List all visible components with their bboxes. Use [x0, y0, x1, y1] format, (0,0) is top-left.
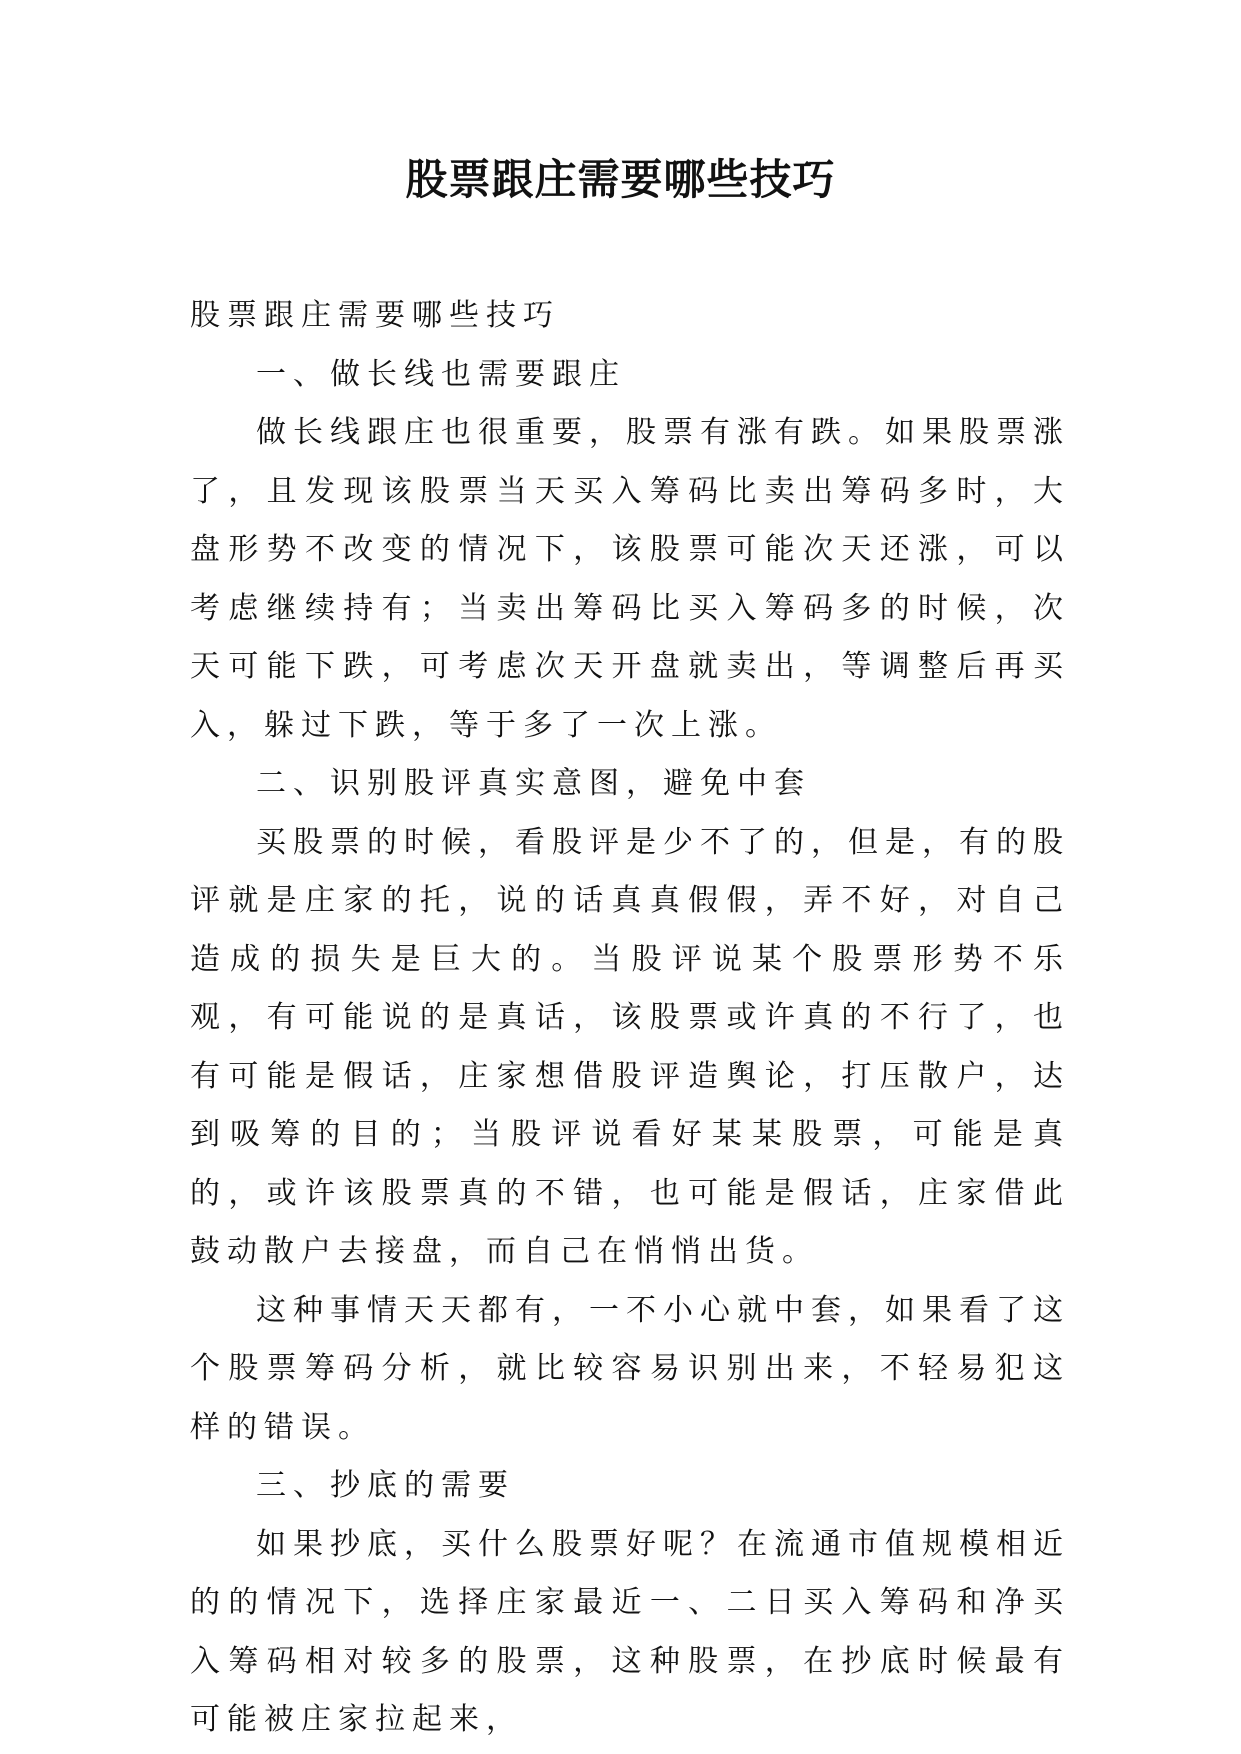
section-2-paragraph-1: 买股票的时候，看股评是少不了的，但是，有的股评就是庄家的托，说的话真真假假，弄不好，对自己造成的损失是巨大的。当股评说某个股票形势不乐观，有可能说的是真话，该股票或许真的不行了，也有可能是假话，庄家想借股评造舆论，打压散户，达到吸筹的目的；当股评说看好某某股票，可能是真的，或许该股票真的不错，也可能是假话，庄家借此鼓动散户去接盘，而自己在悄悄出货。 — [190, 824, 1070, 1269]
document-title: 股票跟庄需要哪些技巧 — [405, 155, 836, 204]
section-1-paragraph: 做长线跟庄也很重要，股票有涨有跌。如果股票涨了，且发现该股票当天买入筹码比卖出筹码多时，大盘形势不改变的情况下，该股票可能次天还涨，可以考虑继续持有；当卖出筹码比买入筹码多的时候，次天可能下跌，可考虑次天开盘就卖出，等调整后再买入，躲过下跌，等于多了一次上涨。 — [190, 415, 1070, 743]
section-2-paragraph-2: 这种事情天天都有，一不小心就中套，如果看了这个股票筹码分析，就比较容易识别出来，不轻易犯这样的错误。 — [190, 1292, 1070, 1445]
section-heading-1: 一、做长线也需要跟庄 — [256, 356, 626, 392]
section-heading-2: 二、识别股评真实意图，避免中套 — [256, 766, 811, 801]
intro-line: 股票跟庄需要哪些技巧 — [190, 298, 560, 333]
document-body — [190, 287, 1070, 1750]
section-heading-3: 三、抄底的需要 — [256, 1468, 515, 1503]
section-3-paragraph: 如果抄底，买什么股票好呢？在流通市值规模相近的的情况下，选择庄家最近一、二日买入筹码和净买入筹码相对较多的股票，这种股票，在抄底时候最有可能被庄家拉起来， — [190, 1526, 1070, 1737]
